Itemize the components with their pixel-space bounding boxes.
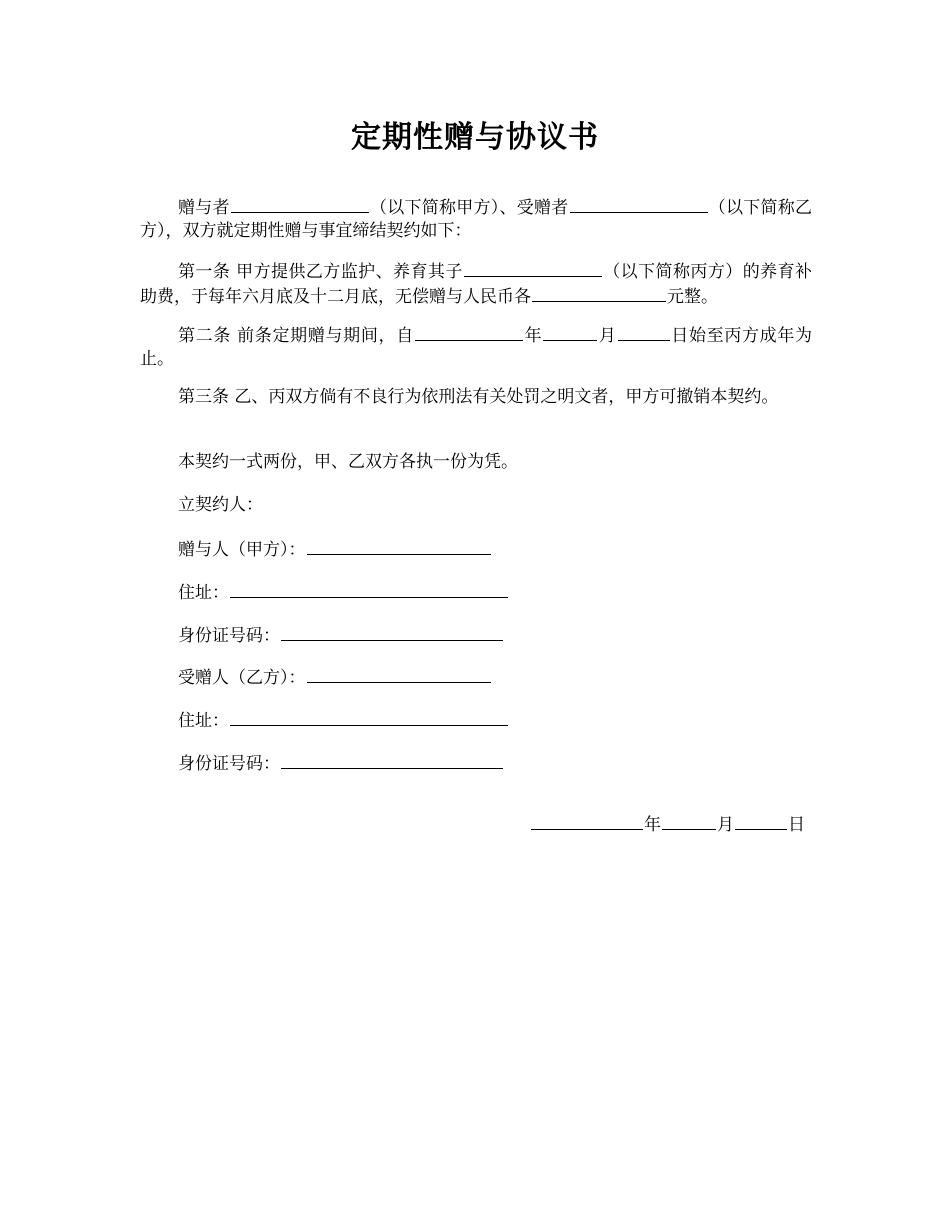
donee-name-blank[interactable] bbox=[570, 195, 708, 213]
donee-address-field bbox=[178, 708, 509, 733]
sign-day-blank[interactable] bbox=[735, 812, 787, 830]
donor-address-blank[interactable] bbox=[230, 580, 508, 598]
article-2-text-2: 日始至丙方成年为止。 bbox=[140, 326, 813, 369]
donee-label: 受赠人（乙方）： bbox=[178, 668, 306, 688]
document-title: 定期性赠与协议书 bbox=[351, 120, 599, 155]
donee-address-label: 住址： bbox=[178, 711, 229, 731]
donor-id-blank[interactable] bbox=[281, 623, 503, 641]
article-2-paragraph bbox=[140, 323, 812, 371]
article-1-paragraph bbox=[140, 259, 812, 309]
child-name-blank[interactable] bbox=[464, 259, 602, 277]
intro-text-1: 赠与者 bbox=[178, 198, 230, 218]
donor-id-label: 身份证号码： bbox=[178, 626, 280, 646]
sign-day-label: 日 bbox=[788, 815, 805, 835]
copies-text: 本契约一式两份，甲、乙双方各执一份为凭。 bbox=[178, 452, 518, 472]
start-month-blank[interactable] bbox=[543, 323, 597, 341]
sign-month-label: 月 bbox=[717, 815, 734, 835]
donee-id-blank[interactable] bbox=[281, 751, 503, 769]
signers-heading: 立契约人： bbox=[178, 495, 263, 515]
article-2-year-label: 年 bbox=[523, 326, 543, 346]
donee-address-blank[interactable] bbox=[230, 708, 508, 726]
donee-signature-blank[interactable] bbox=[307, 665, 491, 683]
donor-name-blank[interactable] bbox=[231, 195, 369, 213]
copies-paragraph bbox=[140, 451, 812, 474]
sign-month-blank[interactable] bbox=[662, 812, 716, 830]
article-1-text-1: 第一条 甲方提供乙方监护、养育其子 bbox=[178, 262, 463, 282]
article-3-text: 第三条 乙、丙双方倘有不良行为依刑法有关处罚之明文者，甲方可撤销本契约。 bbox=[178, 387, 779, 407]
donor-id-field bbox=[178, 623, 504, 648]
intro-paragraph bbox=[140, 195, 812, 243]
donor-signature-blank[interactable] bbox=[307, 537, 491, 555]
donee-field bbox=[178, 665, 492, 690]
donor-label: 赠与人（甲方）： bbox=[178, 540, 306, 560]
sign-year-label: 年 bbox=[644, 815, 661, 835]
donor-address-field bbox=[178, 580, 509, 605]
start-year-blank[interactable] bbox=[415, 323, 523, 341]
intro-text-3: （以下简称乙方），双方就定期性赠与事宜缔结契约如下： bbox=[140, 198, 812, 241]
signing-date bbox=[530, 812, 805, 837]
donee-id-field bbox=[178, 751, 504, 776]
article-1-text-2: （以下简称丙方）的养育补助费，于每年六月底及十二月底，无偿赠与人民币各 bbox=[140, 262, 813, 307]
article-2-month-label: 月 bbox=[598, 326, 617, 346]
sign-year-blank[interactable] bbox=[531, 812, 643, 830]
intro-text-2: （以下简称甲方）、受赠者 bbox=[369, 198, 569, 218]
article-3-paragraph bbox=[140, 386, 812, 409]
donor-address-label: 住址： bbox=[178, 583, 229, 603]
donee-id-label: 身份证号码： bbox=[178, 754, 280, 774]
donor-field bbox=[178, 537, 492, 562]
amount-blank[interactable] bbox=[532, 284, 666, 302]
article-2-text-1: 第二条 前条定期赠与期间，自 bbox=[178, 326, 414, 346]
article-1-text-3: 元整。 bbox=[667, 287, 718, 307]
start-day-blank[interactable] bbox=[618, 323, 670, 341]
